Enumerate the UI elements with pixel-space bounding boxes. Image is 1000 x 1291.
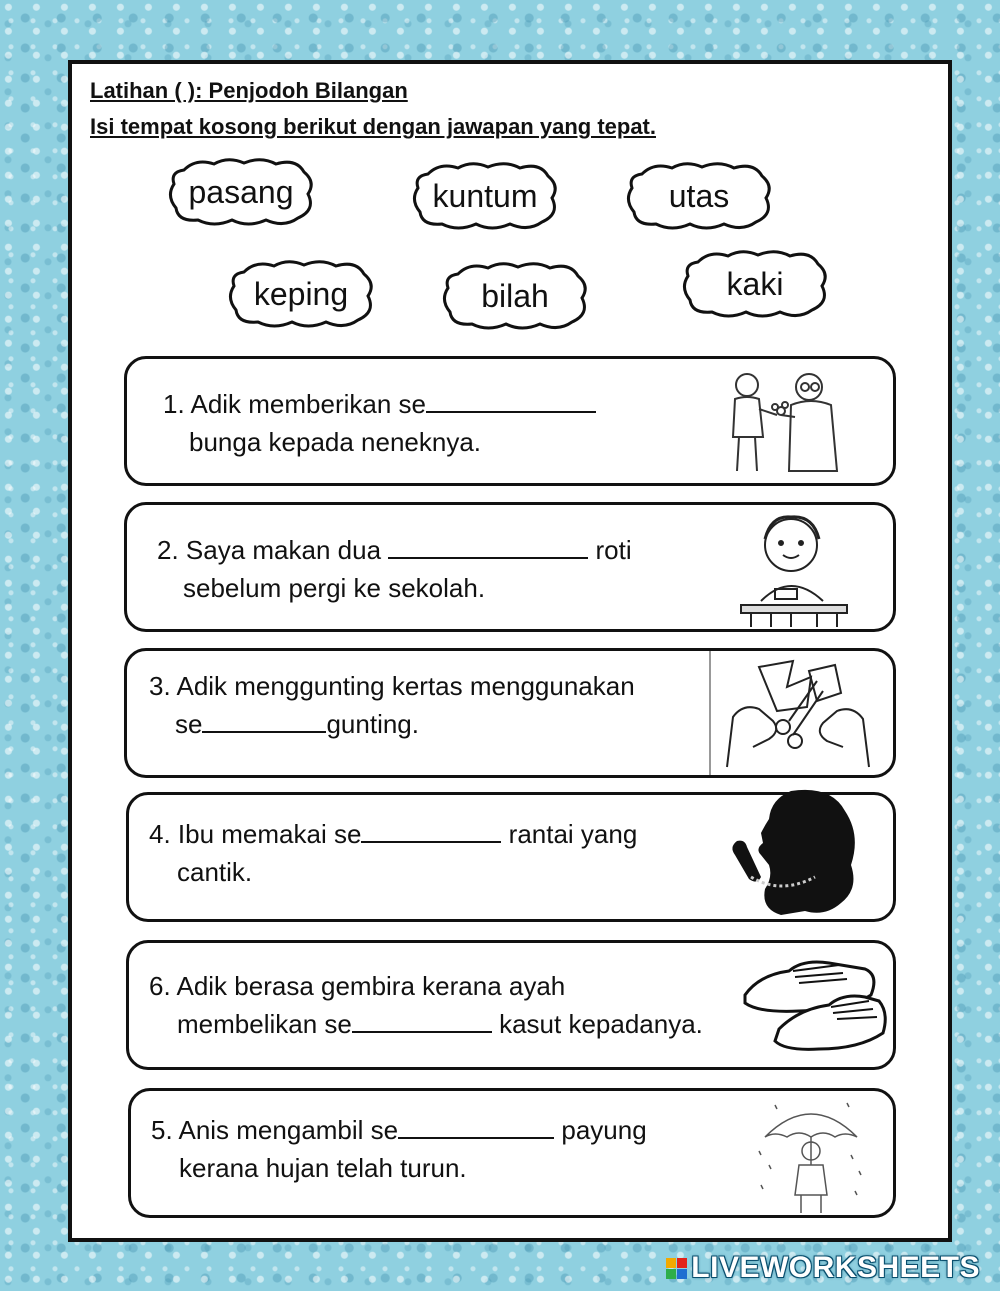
question-text-part: kerana hujan telah turun. — [179, 1153, 467, 1183]
question-text-part: 2. Saya makan dua — [157, 535, 389, 565]
word-bank-cloud — [440, 260, 590, 332]
question-box — [124, 502, 896, 632]
question-text — [151, 1111, 647, 1187]
question-text-part: cantik. — [177, 857, 253, 887]
question-text — [157, 531, 632, 607]
question-text-part: se — [175, 709, 203, 739]
pair-of-shoes-picture — [739, 951, 889, 1059]
liveworksheets-logo-icon — [666, 1258, 687, 1279]
answer-blank[interactable] — [398, 1113, 554, 1139]
brand-name: LIVEWORKSHEETS — [691, 1251, 980, 1284]
woman-necklace-silhouette-picture — [721, 785, 871, 921]
picture-divider — [709, 651, 711, 775]
word-bank-item: keping — [253, 275, 349, 312]
question-box — [126, 940, 896, 1070]
word-bank-cloud — [410, 160, 560, 232]
word-bank-cloud — [680, 248, 830, 320]
worksheet-page — [68, 60, 952, 1242]
question-text-part: roti — [588, 535, 632, 565]
question-text — [149, 815, 637, 891]
question-text-part: 5. Anis mengambil se — [151, 1115, 399, 1145]
worksheet-instruction: Isi tempat kosong berikut dengan jawapan yang tepat. — [90, 114, 656, 139]
question-text-part: gunting. — [326, 709, 419, 739]
liveworksheets-brand — [666, 1251, 980, 1285]
question-text-part: 4. Ibu memakai se — [149, 819, 362, 849]
question-text-part: sebelum pergi ke sekolah. — [183, 573, 486, 603]
question-text-part: rantai yang — [501, 819, 638, 849]
word-bank-cloud — [226, 258, 376, 330]
word-bank-item: utas — [668, 177, 730, 214]
worksheet-title: Latihan ( ): Penjodoh Bilangan — [90, 78, 408, 103]
question-box — [124, 356, 896, 486]
question-box — [124, 648, 896, 778]
question-box — [128, 1088, 896, 1218]
word-bank-item: kuntum — [432, 177, 538, 214]
answer-blank[interactable] — [361, 817, 501, 843]
question-text-part: 1. Adik memberikan se — [163, 389, 427, 419]
word-bank-cloud — [624, 160, 774, 232]
question-text — [149, 967, 703, 1043]
girl-with-umbrella-picture — [751, 1095, 871, 1217]
answer-blank[interactable] — [388, 533, 588, 559]
question-text-part: bunga kepada neneknya. — [189, 427, 482, 457]
question-text-part: 6. Adik berasa gembira kerana ayah — [149, 971, 566, 1001]
question-text — [149, 667, 635, 743]
answer-blank[interactable] — [352, 1007, 492, 1033]
question-text-part: membelikan se — [177, 1009, 352, 1039]
question-text — [163, 385, 596, 461]
question-text-part: kasut kepadanya. — [491, 1009, 703, 1039]
word-bank-item: bilah — [481, 277, 549, 314]
word-bank-cloud — [166, 156, 316, 228]
question-box — [126, 792, 896, 922]
question-text-part: 3. Adik menggunting kertas menggunakan — [149, 671, 635, 701]
boy-eating-bread-picture — [731, 509, 861, 629]
answer-blank[interactable] — [202, 707, 326, 733]
hands-cutting-paper-picture — [723, 657, 873, 771]
word-bank-item: pasang — [188, 173, 294, 210]
word-bank-item: kaki — [726, 265, 784, 302]
question-text-part: payung — [554, 1115, 647, 1145]
boy-giving-flower-picture — [719, 367, 849, 477]
answer-blank[interactable] — [426, 387, 596, 413]
